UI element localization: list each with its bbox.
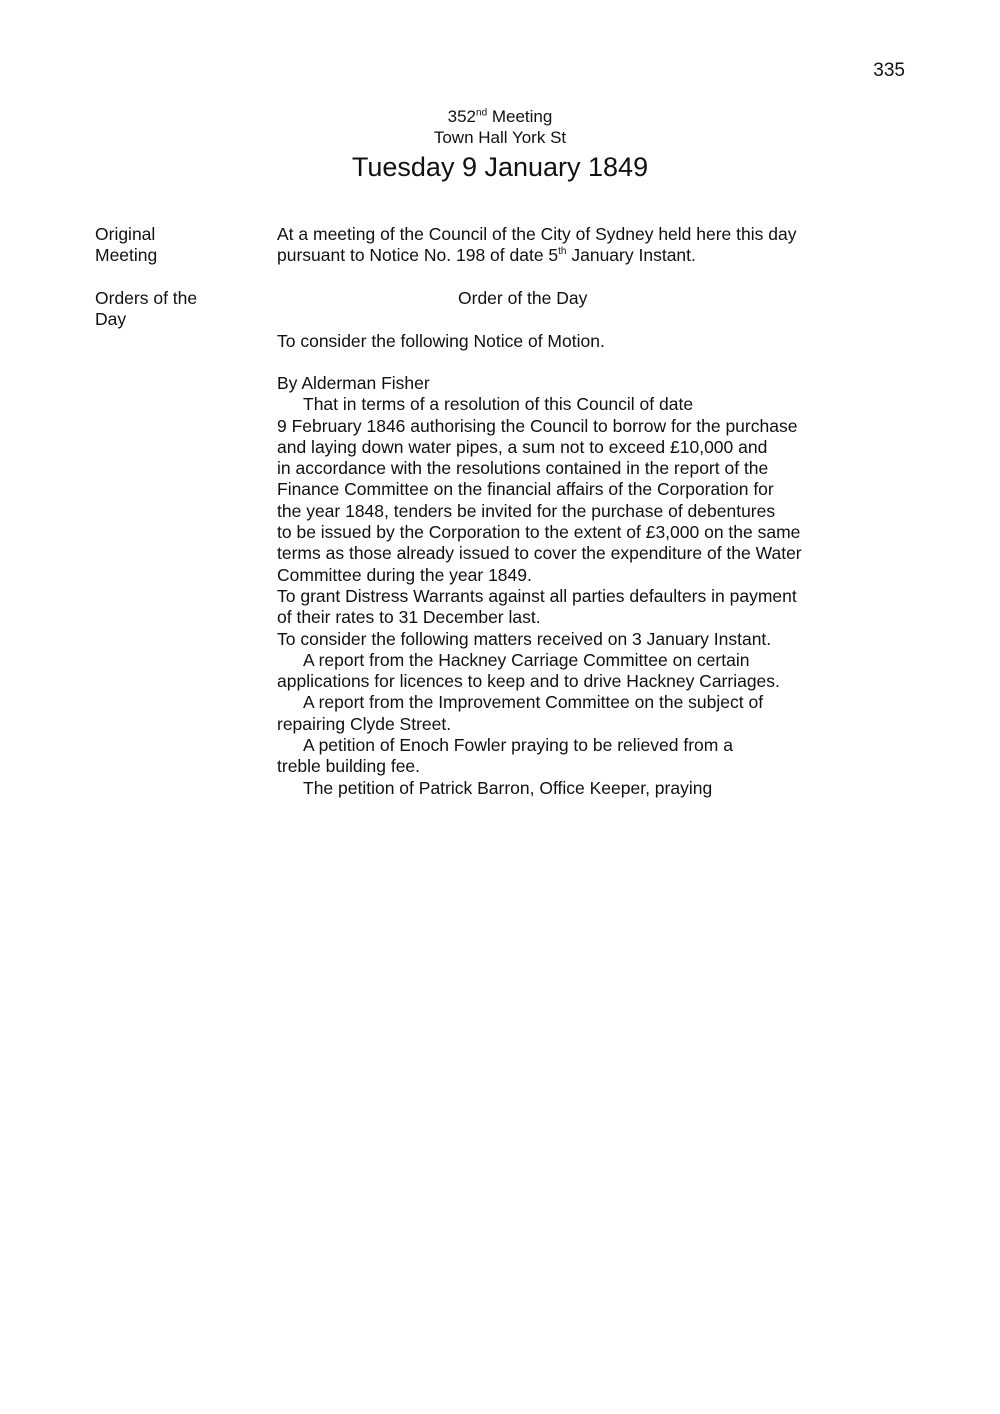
margin-note-orders-of-the-day <box>95 288 245 331</box>
order-of-the-day-heading <box>277 288 877 309</box>
motion-line: of their rates to 31 December last. <box>277 607 541 628</box>
meeting-number <box>0 106 1000 127</box>
intro-line-1: At a meeting of the Council of the City of Sydney held here this day <box>277 224 797 244</box>
intro-line-2-start: pursuant to Notice No. 198 of date 5 <box>277 245 559 266</box>
margin-note-line: Original <box>95 224 156 244</box>
notice-of-motion-line <box>277 331 877 352</box>
motion-line: Committee during the year 1849. <box>277 564 532 585</box>
motion-line: repairing Clyde Street. <box>277 713 452 734</box>
margin-note-line: Orders of the <box>95 288 198 308</box>
meeting-word: Meeting <box>487 107 553 126</box>
motion-text <box>277 373 877 799</box>
motion-line: To grant Distress Warrants against all parties defaulters in payment <box>277 585 797 606</box>
meeting-heading <box>0 106 1000 184</box>
order-heading-text: Order of the Day <box>458 288 588 308</box>
motion-line: treble building fee. <box>277 756 421 777</box>
meeting-location: Town Hall York St <box>433 128 567 147</box>
motion-line: The petition of Patrick Barron, Office Keeper, praying <box>303 777 713 798</box>
margin-note-line: Day <box>95 309 127 330</box>
motion-line: That in terms of a resolution of this Council of date <box>303 394 694 415</box>
margin-note-line: Meeting <box>95 245 158 266</box>
intro-line-2-sup: th <box>558 246 567 258</box>
motion-line: applications for licences to keep and to drive Hackney Carriages. <box>277 671 780 692</box>
motion-line: the year 1848, tenders be invited for the purchase of debentures <box>277 500 776 521</box>
motion-line: By Alderman Fisher <box>277 373 430 393</box>
motion-line: and laying down water pipes, a sum not to exceed £10,000 and <box>277 436 768 457</box>
page-number: 335 <box>873 60 905 81</box>
motion-line: terms as those already issued to cover the expenditure of the Water <box>277 543 802 564</box>
intro-line-2 <box>277 245 877 266</box>
motion-line: in accordance with the resolutions contained in the report of the <box>277 458 769 479</box>
motion-line: A report from the Improvement Committee on the subject of <box>303 692 764 713</box>
intro-line-2-end: January Instant. <box>566 245 696 266</box>
motion-line: 9 February 1846 authorising the Council to borrow for the purchase <box>277 415 798 436</box>
intro-paragraph <box>277 224 877 267</box>
motion-line: A petition of Enoch Fowler praying to be relieved from a <box>303 735 733 756</box>
motion-line: Finance Committee on the financial affairs of the Corporation for <box>277 479 774 500</box>
meeting-number-suffix: nd <box>476 107 488 119</box>
motion-line: To consider the following matters received on 3 January Instant. <box>277 628 772 649</box>
notice-line-text: To consider the following Notice of Motion. <box>277 331 605 351</box>
meeting-date: Tuesday 9 January 1849 <box>351 152 649 182</box>
meeting-number-value: 352 <box>447 107 477 126</box>
motion-line: to be issued by the Corporation to the extent of £3,000 on the same <box>277 522 801 543</box>
motion-line: A report from the Hackney Carriage Committee on certain <box>303 649 750 670</box>
margin-note-original-meeting <box>95 224 245 267</box>
